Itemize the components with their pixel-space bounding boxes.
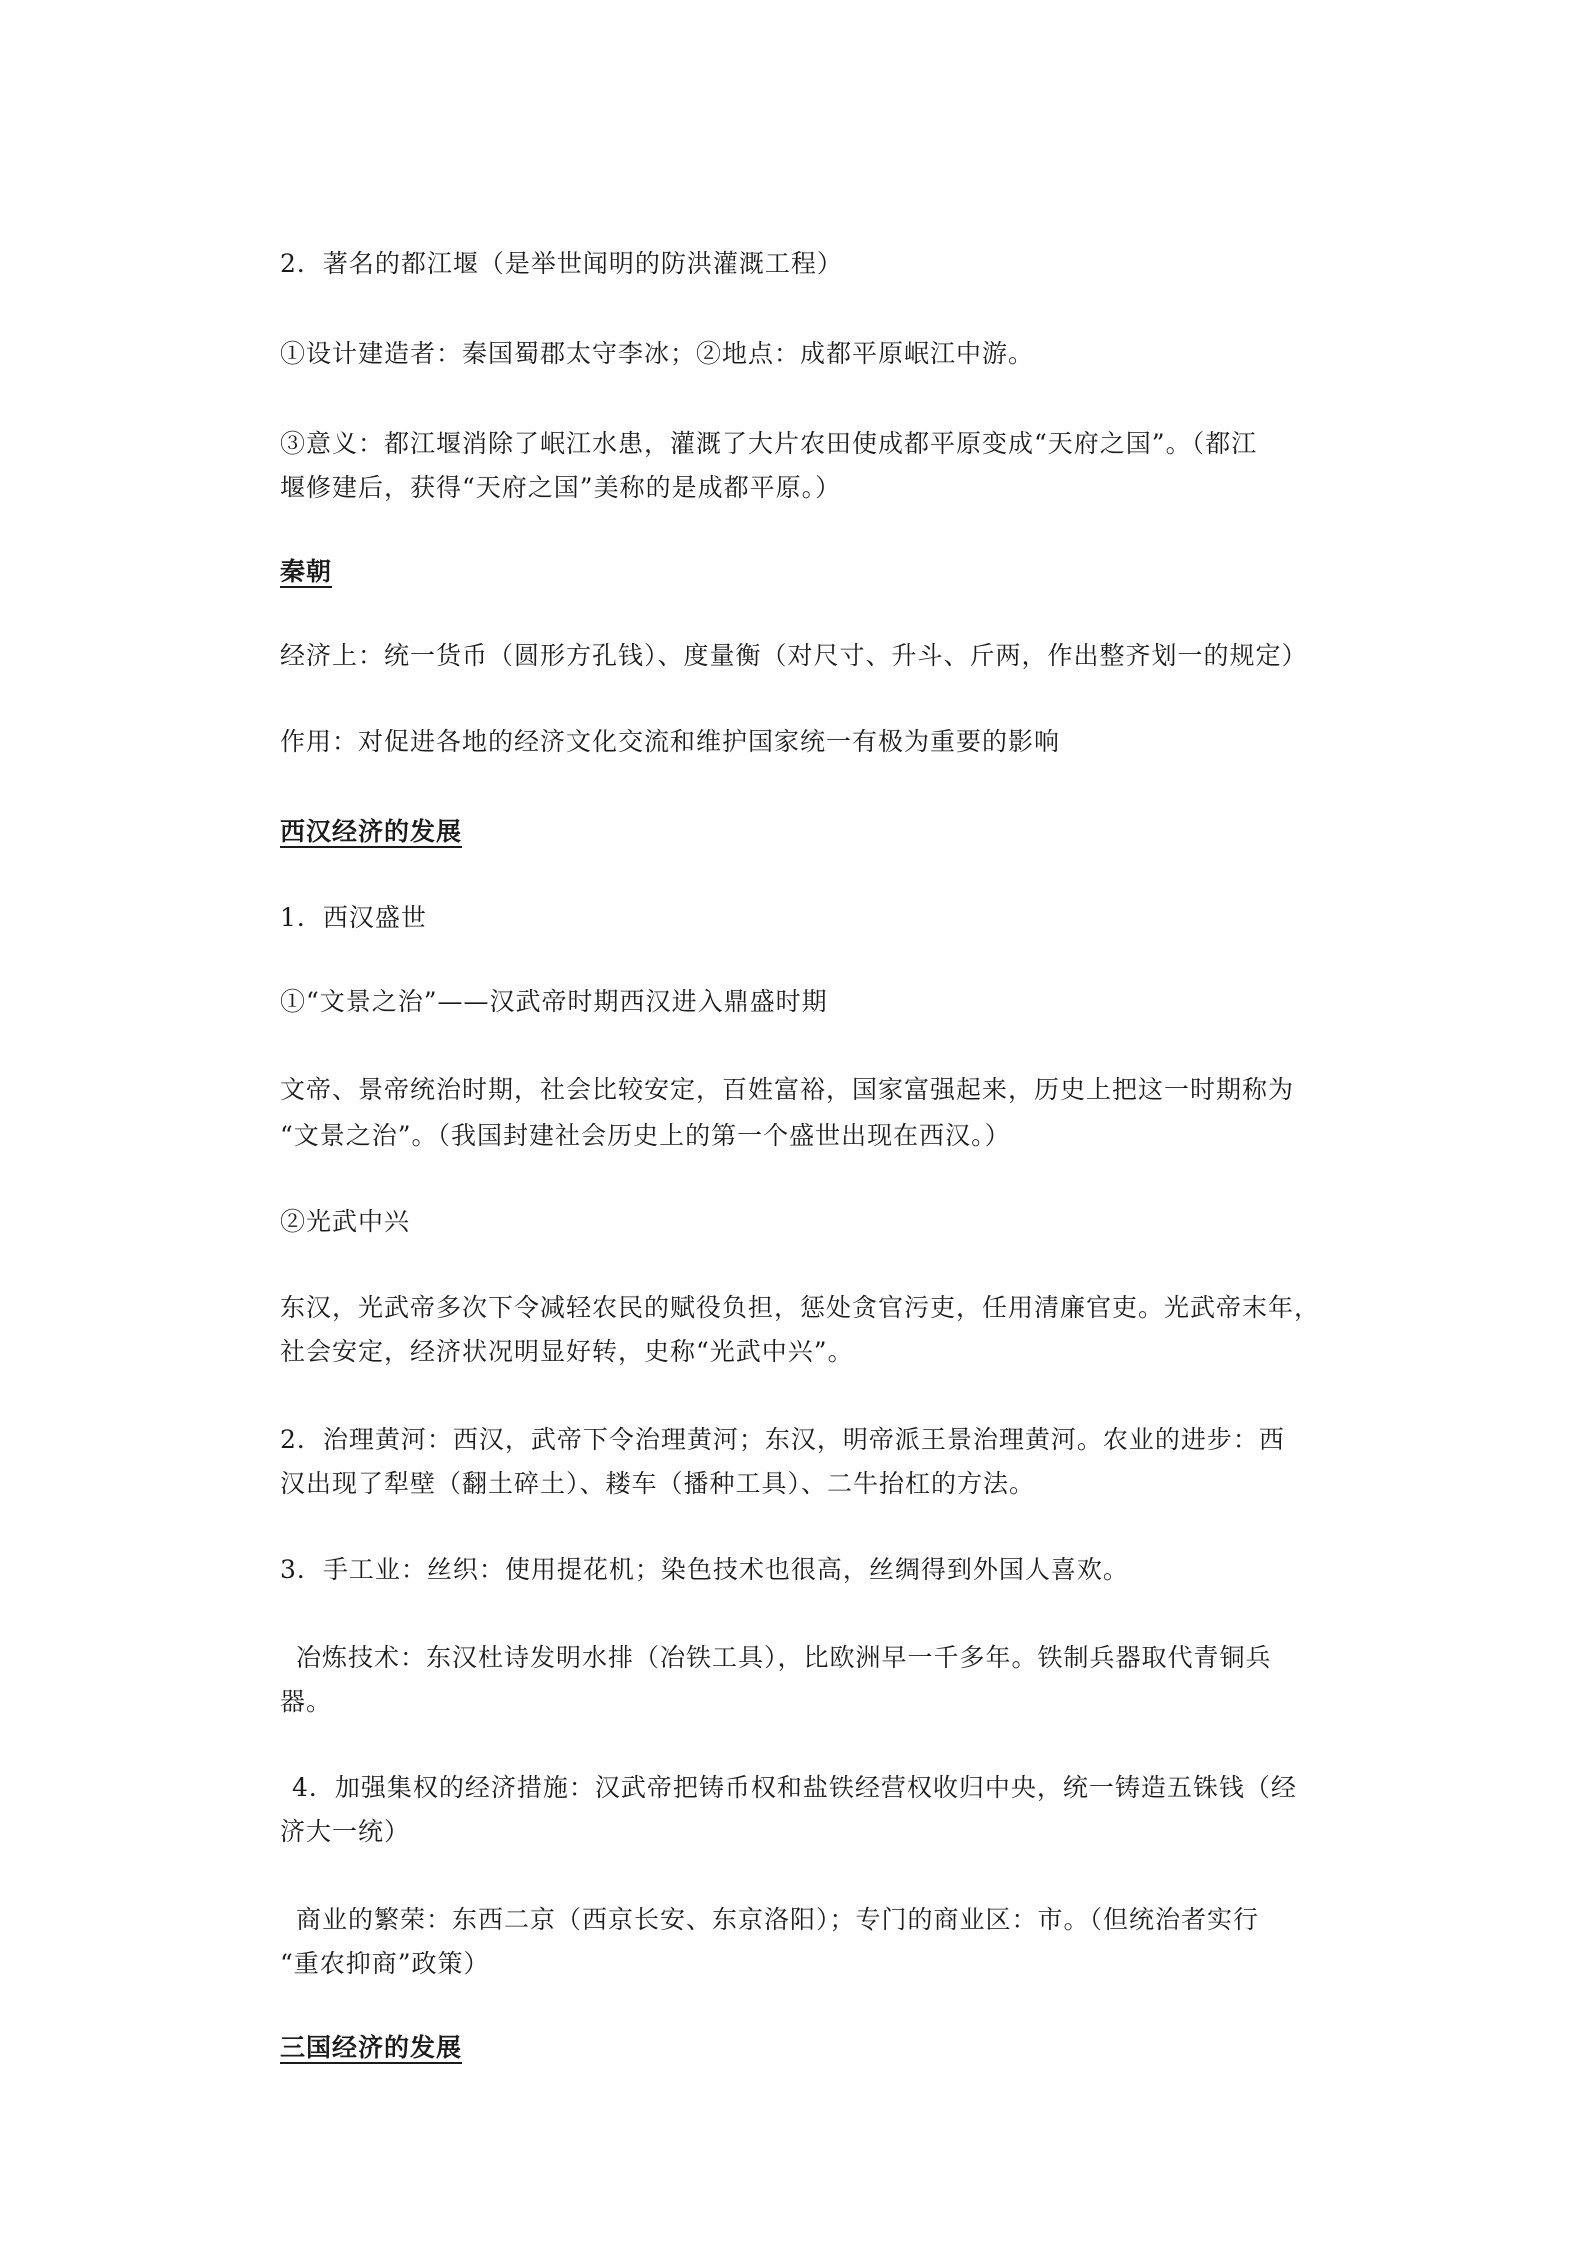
dujiangyan-significance: ③意义：都江堰消除了岷江水患，灌溉了大片农田使成都平原变成“天府之国”。（都江 xyxy=(280,429,1258,458)
guangwu-restoration-text: 东汉，光武帝多次下令减轻农民的赋役负担，惩处贪官污吏，任用清廉官吏。光武帝末年， xyxy=(280,1293,1321,1322)
dujiangyan-significance-cont: 堰修建后，获得“天府之国”美称的是成都平原。） xyxy=(280,473,842,502)
item-2-dujiangyan-title: 2．著名的都江堰（是举世闻明的防洪灌溉工程） xyxy=(280,249,843,278)
guangwu-restoration-title: ②光武中兴 xyxy=(280,1207,411,1236)
commerce-prosperity: 商业的繁荣：东西二京（西京长安、东京洛阳）；专门的商业区：市。（但统治者实行 xyxy=(296,1905,1260,1934)
smelting-technology-cont: 器。 xyxy=(280,1687,333,1716)
item-2-yellow-river: 2．治理黄河：西汉，武帝下令治理黄河；东汉，明帝派王景治理黄河。农业的进步：西 xyxy=(280,1425,1285,1454)
heading-qin-dynasty: 秦朝 xyxy=(280,557,333,586)
qin-unification-effect: 作用：对促进各地的经济文化交流和维护国家统一有极为重要的影响 xyxy=(280,727,1061,756)
item-4-centralization-measures: 4．加强集权的经济措施：汉武帝把铸币权和盐铁经营权收归中央，统一铸造五铢钱（经 xyxy=(292,1773,1297,1802)
wenjing-rule-text: 文帝、景帝统治时期，社会比较安定，百姓富裕，国家富强起来，历史上把这一时期称为 xyxy=(280,1075,1295,1104)
item-4-centralization-measures-cont: 济大一统） xyxy=(280,1817,411,1846)
heading-western-han-economy: 西汉经济的发展 xyxy=(280,817,463,846)
heading-three-kingdoms-economy: 三国经济的发展 xyxy=(280,2033,463,2062)
item-3-handicraft: 3．手工业：丝织：使用提花机；染色技术也很高，丝绸得到外国人喜欢。 xyxy=(280,1555,1129,1584)
wenjing-rule-title: ①“文景之治”——汉武帝时期西汉进入鼎盛时期 xyxy=(280,987,828,1016)
qin-economy-unification: 经济上：统一货币（圆形方孔钱）、度量衡（对尺寸、升斗、斤两，作出整齐划一的规定） xyxy=(280,641,1308,670)
guangwu-restoration-text-cont: 社会安定，经济状况明显好转，史称“光武中兴”。 xyxy=(280,1337,854,1366)
commerce-prosperity-cont: “重农抑商”政策） xyxy=(280,1949,490,1978)
smelting-technology: 冶炼技术：东汉杜诗发明水排（冶铁工具），比欧洲早一千多年。铁制兵器取代青铜兵 xyxy=(296,1643,1272,1672)
dujiangyan-designer-location: ①设计建造者：秦国蜀郡太守李冰；②地点：成都平原岷江中游。 xyxy=(280,339,1035,368)
item-1-western-han-prosperity: 1．西汉盛世 xyxy=(280,903,427,932)
item-2-yellow-river-cont: 汉出现了犁壁（翻土碎土）、耧车（播种工具）、二牛抬杠的方法。 xyxy=(280,1469,1036,1498)
wenjing-rule-text-cont: “文景之治”。（我国封建社会历史上的第一个盛世出现在西汉。） xyxy=(280,1121,1011,1150)
